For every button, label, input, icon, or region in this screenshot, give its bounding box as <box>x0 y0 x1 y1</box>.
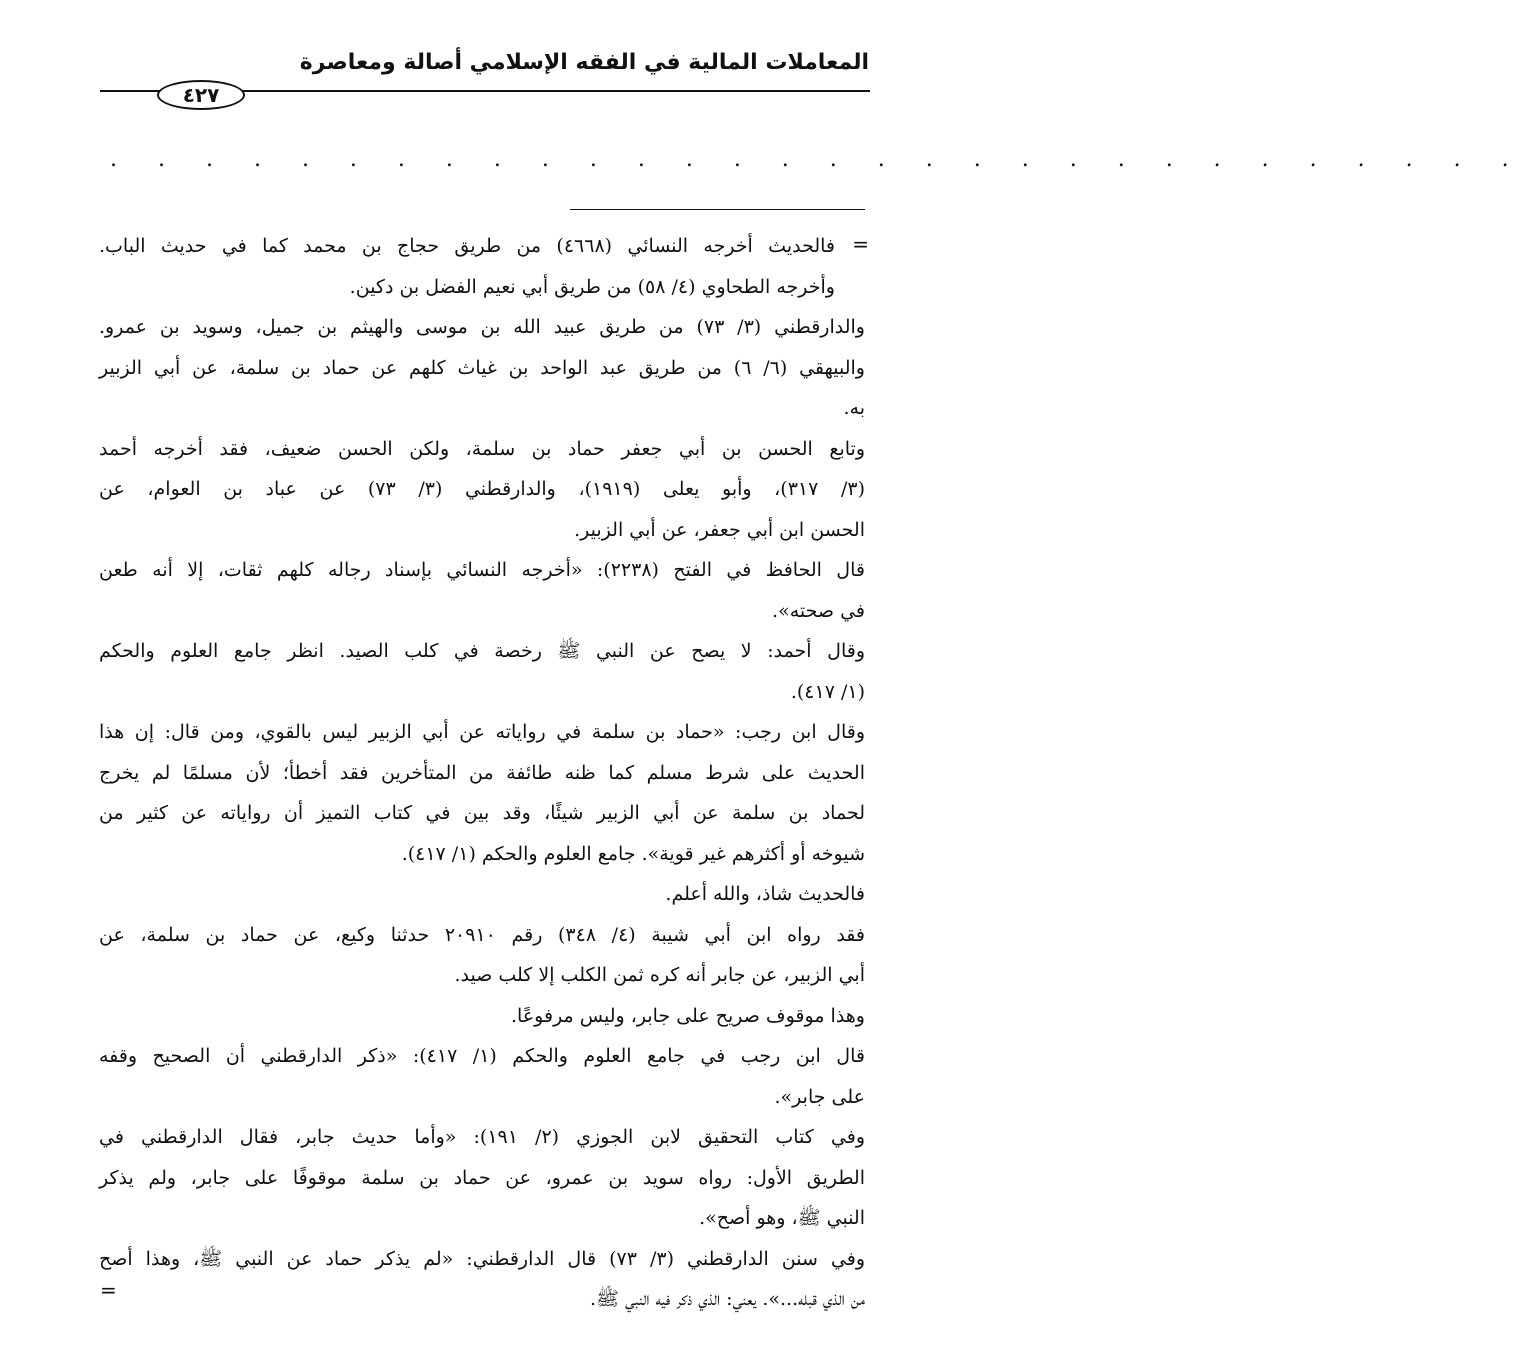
footnote-line: وقال أحمد: لا يصح عن النبي ﷺ رخصة في كلب الصيد. انظر جامع العلوم والحكم <box>99 640 865 662</box>
footnote-line: لحماد بن سلمة عن أبي الزبير شيئًا، وقد بين في كتاب التميز أن رواياته عن كثير من <box>99 802 865 824</box>
footnote-line: الطريق الأول: رواه سويد بن عمرو، عن حماد بن سلمة موقوفًا على جابر، ولم يذكر <box>99 1166 865 1189</box>
footnote-line: وفي سنن الدارقطني (٣/ ٧٣) قال الدارقطني: «لم يذكر حماد عن النبي ﷺ، وهذا أصح <box>99 1247 865 1270</box>
section-separator-dots: . . . . . . . . . . . . . . . . . . . . . . . . . . . . . . <box>110 147 1526 172</box>
running-header-title: المعاملات المالية في الفقه الإسلامي أصالة ومعاصرة <box>299 50 869 75</box>
footnote-line: (٣/ ٣١٧)، وأبو يعلى (١٩١٩)، والدارقطني (٣/ ٧٣) عن عباد بن العوام، عن <box>99 478 865 500</box>
footnote-line: النبي ﷺ، وهو أصح». <box>699 1207 865 1229</box>
footnote-line: (١/ ٤١٧). <box>790 680 865 703</box>
footnote-line: أبي الزبير، عن جابر أنه كره ثمن الكلب إلا كلب صيد. <box>454 964 865 986</box>
footnote-line: في صحته». <box>772 599 865 622</box>
footnote-line: وقال ابن رجب: «حماد بن سلمة في رواياته عن أبي الزبير ليس بالقوي، ومن قال: إن هذا <box>99 721 865 743</box>
footnote-line: وفي كتاب التحقيق لابن الجوزي (٢/ ١٩١): «وأما حديث جابر، فقال الدارقطني في <box>99 1126 866 1148</box>
footnote-body <box>99 226 866 1320</box>
footnote-line: والدارقطني (٣/ ٧٣) من طريق عبيد الله بن موسى والهيثم بن جميل، وسويد بن عمرو. <box>99 316 865 338</box>
page-number-badge: ٤٢٧ <box>157 80 245 110</box>
footnote-line: على جابر». <box>774 1085 865 1108</box>
footnote-line: به. <box>843 397 865 419</box>
footnote-line: وأخرجه الطحاوي (٤/ ٥٨) من طريق أبي نعيم الفضل بن دكين. <box>349 275 835 298</box>
footnote-line: قال ابن رجب في جامع العلوم والحكم (١/ ٤١٧): «ذكر الدارقطني أن الصحيح وقفه <box>99 1045 865 1067</box>
footnote-line: شيوخه أو أكثرهم غير قوية». جامع العلوم والحكم (١/ ٤١٧). <box>401 842 865 865</box>
footnote-line: الحديث على شرط مسلم كما ظنه طائفة من المتأخرين فقد أخطأ؛ لأن مسلمًا لم يخرج <box>99 761 865 784</box>
footnote-rule <box>570 209 865 210</box>
footnote-line: فالحديث شاذ، والله أعلم. <box>665 883 865 905</box>
continuation-mark-start: = <box>852 232 869 256</box>
footnote-line: فقد رواه ابن أبي شيبة (٤/ ٣٤٨) رقم ٢٠٩١٠ حدثنا وكيع، عن حماد بن سلمة، عن <box>99 923 865 946</box>
footnote-line: والبيهقي (٦/ ٦) من طريق عبد الواحد بن غياث كلهم عن حماد بن سلمة، عن أبي الزبير <box>99 356 865 379</box>
footnote-line: قال الحافظ في الفتح (٢٢٣٨): «أخرجه النسائي بإسناد رجاله كلهم ثقات، إلا أنه طعن <box>99 559 865 581</box>
footnote-line: وتابع الحسن بن أبي جعفر حماد بن سلمة، ولكن الحسن ضعيف، فقد أخرجه أحمد <box>99 437 865 460</box>
footnote-line: فالحديث أخرجه النسائي (٤٦٦٨) من طريق حجاج بن محمد كما في حديث الباب. <box>99 235 836 257</box>
footnote-line: وهذا موقوف صريح على جابر، وليس مرفوعًا. <box>511 1004 865 1027</box>
continuation-mark-end: = <box>100 1278 117 1302</box>
footnote-line: الحسن ابن أبي جعفر، عن أبي الزبير. <box>574 518 865 541</box>
footnote-line: من الذي قبله...». يعني: الذي ذكر فيه النبي ﷺ. <box>590 1288 865 1310</box>
